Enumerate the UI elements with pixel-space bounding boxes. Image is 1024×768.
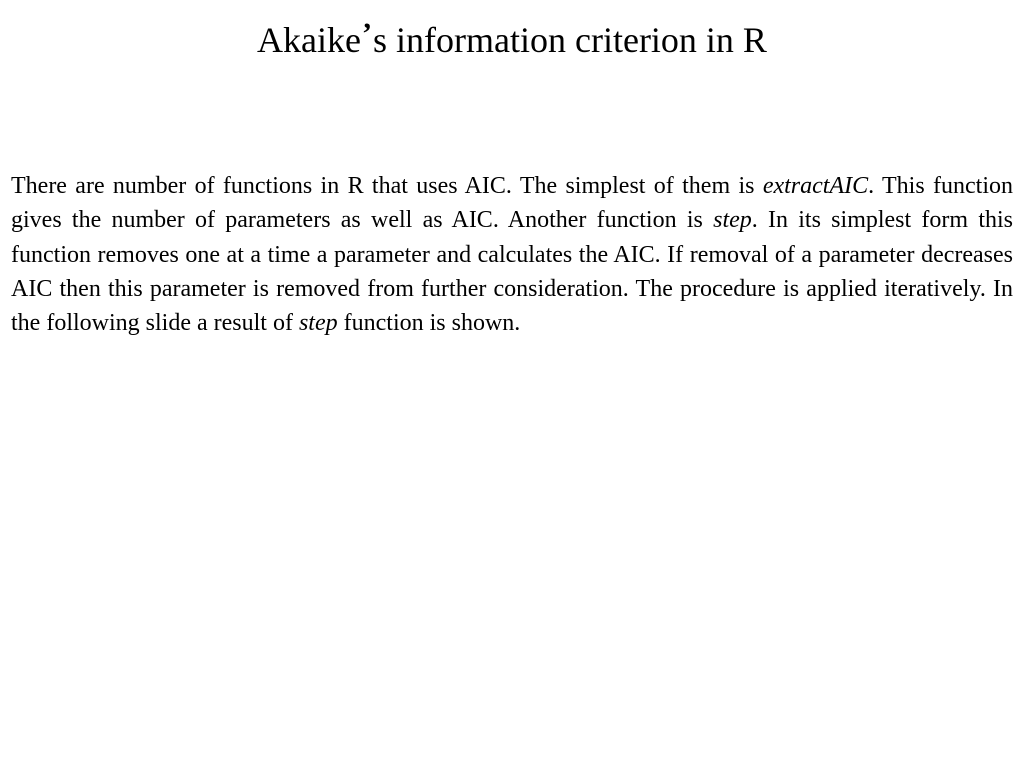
body-text-2: . This function gives the number of parameters as well as AIC. Another function is <box>11 173 1013 234</box>
body-text-1: There are number of functions in R that uses AIC. The simplest of them is <box>11 173 763 199</box>
title-text-part2: s information criterion in R <box>373 20 767 60</box>
title-apostrophe: ’ <box>362 17 373 50</box>
title-text-part1: Akaike <box>257 20 362 60</box>
slide-title <box>0 16 1024 67</box>
function-name-step-2: step <box>298 310 338 337</box>
body-text-3: . In its simplest form this function removes one at a time a parameter and calculates the AIC. If removal of a parameter decreases AIC then this parameter is removed from further consideration. The procedure is applied iteratively. In the following slide a result of <box>11 207 1013 337</box>
function-name-step: step <box>713 207 752 234</box>
function-name-extractaic: extractAIC <box>762 173 869 199</box>
body-paragraph <box>11 169 1013 340</box>
body-text-4: function is shown. <box>337 310 521 337</box>
